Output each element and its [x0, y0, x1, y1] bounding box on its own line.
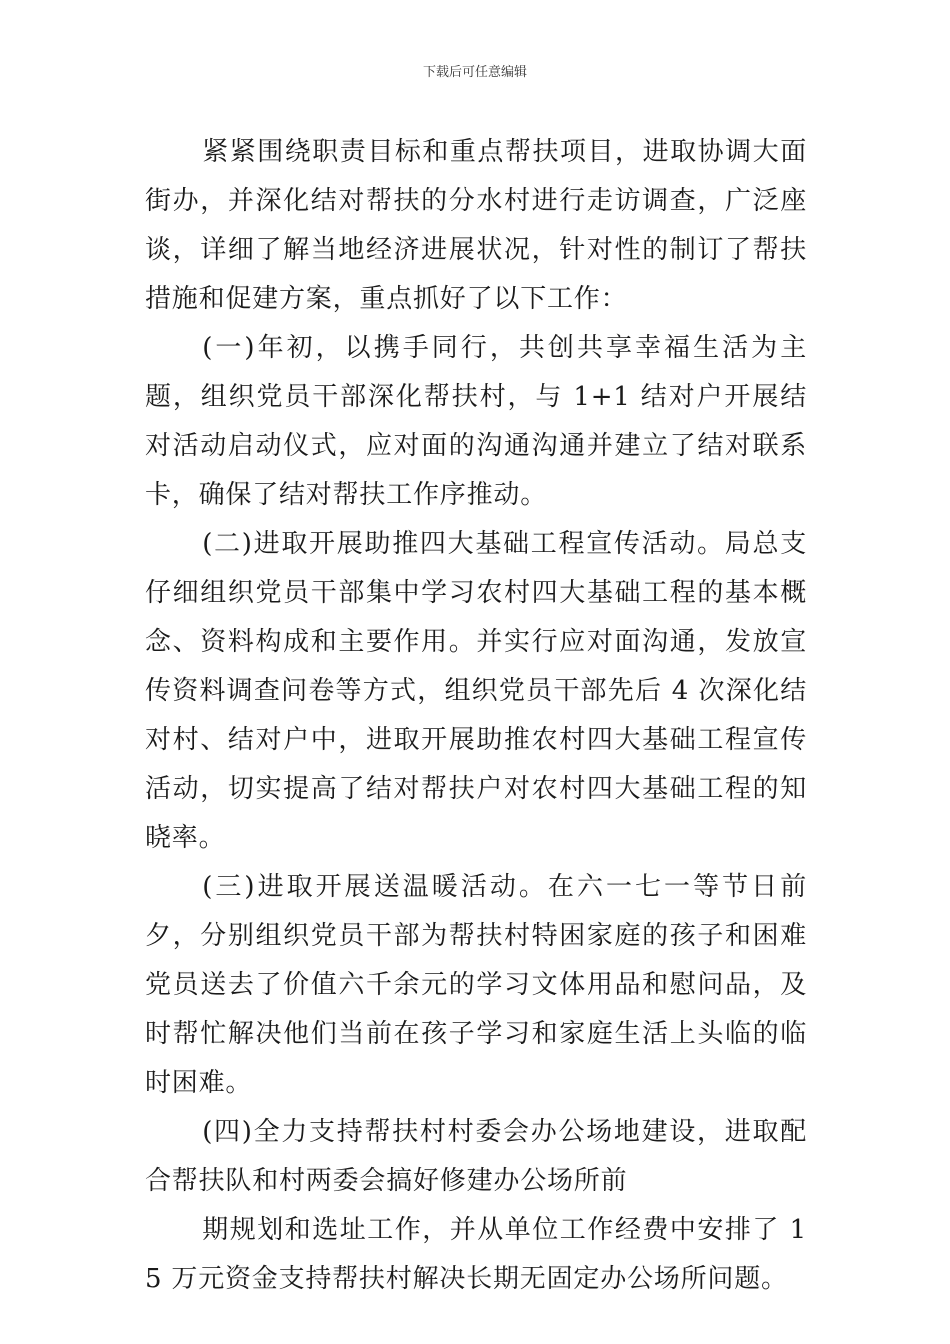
- paragraph-intro: 紧紧围绕职责目标和重点帮扶项目，进取协调大面街办，并深化结对帮扶的分水村进行走访调查，广泛座谈，详细了解当地经济进展状况，针对性的制订了帮扶措施和促建方案，重点抓好了以下工作：: [145, 137, 807, 314]
- paragraph-item-2: (二)进取开展助推四大基础工程宣传活动。局总支仔细组织党员干部集中学习农村四大基础工程的基本概念、资料构成和主要作用。并实行应对面沟通，发放宣传资料调查问卷等方式，组织党员干部先后 4 次深化结对村、结对户中，进取开展助推农村四大基础工程宣传活动，切实提高了结对帮扶户对农村四大基础工程的知晓率。: [145, 529, 807, 853]
- paragraph-item-3: (三)进取开展送温暖活动。在六一七一等节日前夕，分别组织党员干部为帮扶村特困家庭的孩子和困难党员送去了价值六千余元的学习文体用品和慰问品，及时帮忙解决他们当前在孩子学习和家庭生活上头临的临时困难。: [145, 872, 807, 1098]
- paragraph-item-4-continued: 期规划和选址工作，并从单位工作经费中安排了 15 万元资金支持帮扶村解决长期无固定办公场所问题。: [145, 1215, 807, 1294]
- page-header-note: 下载后可任意编辑: [422, 65, 527, 80]
- paragraph-item-1: (一)年初，以携手同行，共创共享幸福生活为主题，组织党员干部深化帮扶村，与 1+1 结对户开展结对活动启动仪式，应对面的沟通沟通并建立了结对联系卡，确保了结对帮扶工作序推动。: [145, 333, 807, 510]
- document-body: [145, 128, 807, 1304]
- paragraph-item-4: (四)全力支持帮扶村村委会办公场地建设，进取配合帮扶队和村两委会搞好修建办公场所前: [145, 1117, 807, 1196]
